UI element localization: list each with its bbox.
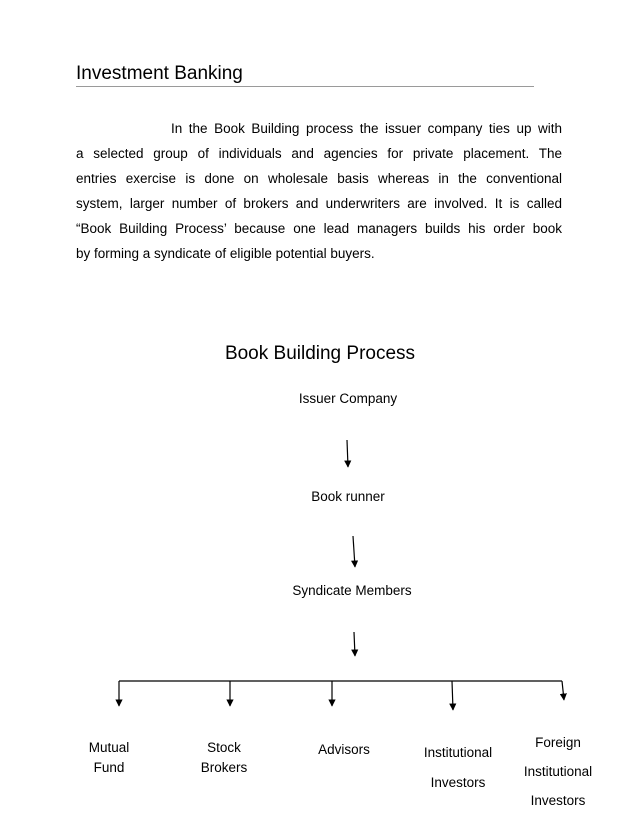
- leaf-line: Investors: [430, 775, 486, 790]
- leaf-line: Institutional: [423, 745, 493, 760]
- page-header-title: Investment Banking: [76, 63, 243, 84]
- leaf-mutual-fund: [63, 738, 155, 778]
- node-book-runner: Book runner: [311, 489, 385, 504]
- leaf-advisors: [296, 740, 392, 760]
- leaf-stock-brokers: [178, 738, 270, 778]
- leaf-foreign-institutional-investors: [510, 728, 606, 815]
- leaf-line: Investors: [530, 793, 586, 808]
- leaf-line: Advisors: [318, 742, 370, 757]
- paragraph-line: by forming a syndicate of eligible potential buyers.: [76, 246, 375, 261]
- paragraph-line: a selected group of individuals and agencies for private placement. The: [76, 146, 562, 161]
- arrow-syndicate-to-bus: [354, 632, 355, 656]
- leaf-line: Mutual: [88, 740, 130, 755]
- arrow-issuer-to-runner: [347, 440, 348, 467]
- leaf-line: Stock: [207, 740, 241, 755]
- leaf-line: Brokers: [200, 760, 248, 775]
- node-issuer-company: Issuer Company: [298, 391, 398, 406]
- leaf-institutional-investors: [407, 738, 509, 798]
- arrow-to-institutional: [452, 681, 453, 710]
- diagram-title: Book Building Process: [224, 343, 416, 364]
- leaf-line: Institutional: [523, 764, 593, 779]
- paragraph-line: In the Book Building process the issuer company ties up with: [171, 121, 562, 136]
- leaf-line: Foreign: [535, 735, 581, 750]
- leaf-line: Fund: [93, 760, 125, 775]
- paragraph-line: system, larger number of brokers and underwriters are involved. It is called: [76, 196, 562, 211]
- paragraph-line: entries exercise is done on wholesale basis whereas in the conventional: [76, 171, 562, 186]
- node-syndicate-members: Syndicate Members: [292, 583, 412, 598]
- arrow-to-foreign: [562, 681, 564, 700]
- paragraph-line: “Book Building Process’ because one lead managers builds his order book: [76, 221, 562, 236]
- arrow-runner-to-syndicate: [353, 536, 355, 567]
